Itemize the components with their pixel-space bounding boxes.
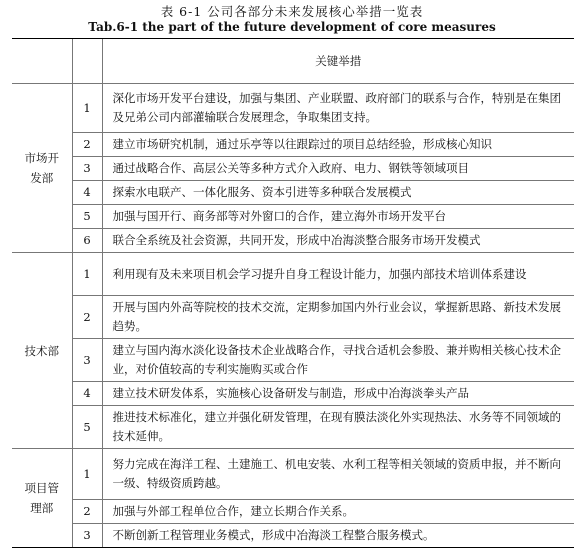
- dept-label: 技术部: [24, 343, 59, 358]
- table-row: [12, 133, 574, 157]
- item-no: 4: [72, 181, 102, 205]
- dept-label: 市场开发部: [24, 151, 59, 185]
- dept-label: 项目管理部: [24, 481, 59, 515]
- item-text: 开展与国内外高等院校的技术交流，定期参加国内外行业会议，掌握新思路、新技术发展趋势。: [102, 296, 574, 339]
- item-no: 3: [72, 157, 102, 181]
- item-no: 2: [72, 133, 102, 157]
- core-measures-table: [12, 38, 574, 548]
- table-row: [12, 339, 574, 382]
- item-text: 加强与国开行、商务部等对外窗口的合作，建立海外市场开发平台: [102, 205, 574, 229]
- item-no: 1: [72, 84, 102, 133]
- table-row: [12, 253, 574, 296]
- item-no: 2: [72, 296, 102, 339]
- item-no: 3: [72, 339, 102, 382]
- item-text: 联合全系统及社会资源，共同开发，形成中冶海淡整合服务市场开发模式: [102, 229, 574, 253]
- table-row: [12, 524, 574, 548]
- table-row: [12, 406, 574, 449]
- item-text: 不断创新工程管理业务模式，形成中冶海淡工程整合服务模式。: [102, 524, 574, 548]
- item-no: 5: [72, 406, 102, 449]
- item-text: 努力完成在海洋工程、土建施工、机电安装、水利工程等相关领域的资质申报，并不断向一级、特级资质跨越。: [102, 449, 574, 500]
- table-row: [12, 500, 574, 524]
- item-text: 加强与外部工程单位合作，建立长期合作关系。: [102, 500, 574, 524]
- header-dept-cell: [12, 39, 72, 84]
- item-text: 建立技术研发体系，实施核心设备研发与制造，形成中冶海淡拳头产品: [102, 382, 574, 406]
- item-text: 探索水电联产、一体化服务、资本引进等多种联合发展模式: [102, 181, 574, 205]
- table-row: [12, 84, 574, 133]
- table-row: [12, 157, 574, 181]
- table-row: [12, 296, 574, 339]
- item-no: 2: [72, 500, 102, 524]
- table-row: [12, 205, 574, 229]
- item-no: 5: [72, 205, 102, 229]
- item-text: 推进技术标准化，建立并强化研发管理，在现有膜法淡化外实现热法、水务等不同领域的技术延伸。: [102, 406, 574, 449]
- table-header-row: [12, 39, 574, 84]
- table-caption-en: Tab.6-1 the part of the future development of core measures: [88, 20, 496, 34]
- item-text: 利用现有及未来项目机会学习提升自身工程设计能力，加强内部技术培训体系建设: [102, 253, 574, 296]
- table-row: [12, 382, 574, 406]
- item-no: 3: [72, 524, 102, 548]
- dept-cell-market: [12, 84, 72, 253]
- item-no: 4: [72, 382, 102, 406]
- table-row: [12, 449, 574, 500]
- header-no-cell: [72, 39, 102, 84]
- table-caption-cn: 表 6-1 公司各部分未来发展核心举措一览表: [160, 4, 424, 19]
- dept-cell-tech: [12, 253, 72, 449]
- item-no: 1: [72, 253, 102, 296]
- item-text: 深化市场开发平台建设，加强与集团、产业联盟、政府部门的联系与合作，特别是在集团及兄弟公司内部灌输联合发展理念，争取集团支持。: [102, 84, 574, 133]
- dept-cell-project: [12, 449, 72, 548]
- header-measures: 关键举措: [102, 39, 574, 84]
- table-row: [12, 181, 574, 205]
- item-no: 6: [72, 229, 102, 253]
- item-text: 通过战略合作、高层公关等多种方式介入政府、电力、钢铁等领域项目: [102, 157, 574, 181]
- item-text: 建立与国内海水淡化设备技术企业战略合作，寻找合适机会参股、兼并购相关核心技术企业，对价值较高的专利实施购买或合作: [102, 339, 574, 382]
- item-text: 建立市场研究机制，通过乐亭等以往跟踪过的项目总结经验，形成核心知识: [102, 133, 574, 157]
- table-row: [12, 229, 574, 253]
- item-no: 1: [72, 449, 102, 500]
